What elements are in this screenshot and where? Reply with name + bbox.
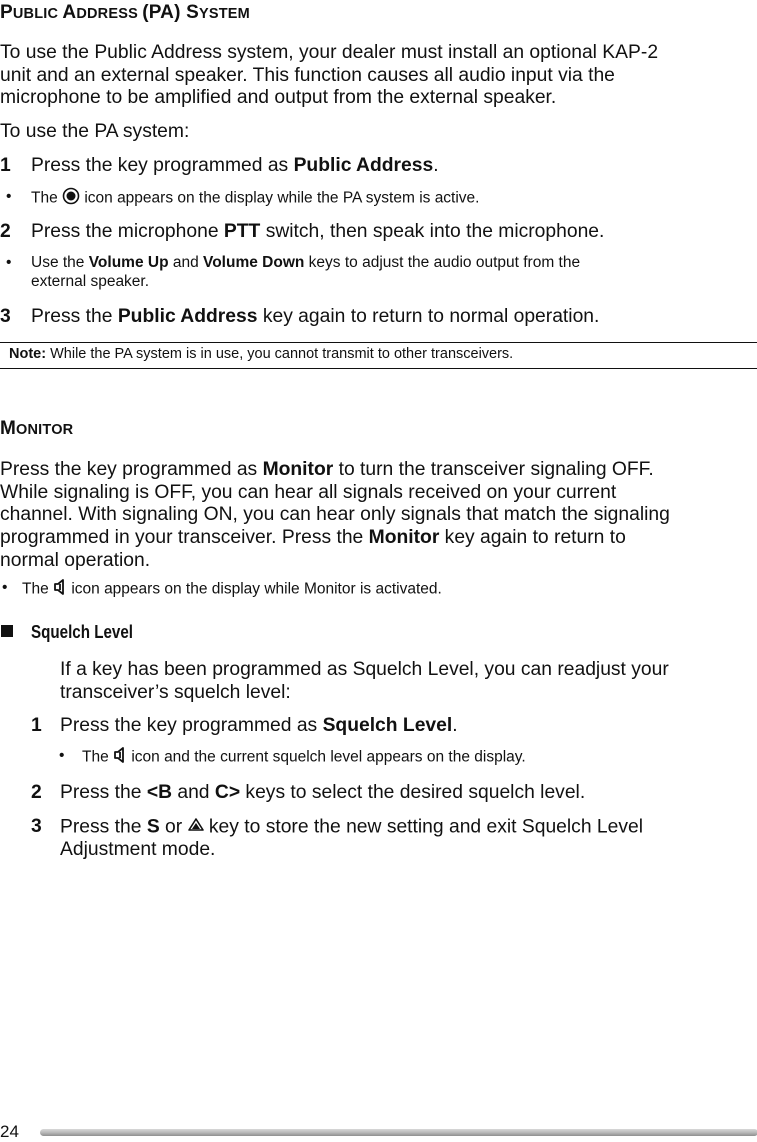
monitor-paragraph bbox=[0, 459, 670, 573]
pa-step-2-bullet: Use the Volume Up and Volume Down keys to adjust the audio output from the external speaker. bbox=[31, 254, 581, 290]
squelch-heading: Squelch Level bbox=[31, 621, 134, 642]
pa-step-1-bullet-dot: • bbox=[6, 188, 12, 205]
pa-intro-line: To use the Public Address system, your dealer must install an optional KAP-2 bbox=[0, 42, 659, 63]
pa-step-3-number: 3 bbox=[0, 306, 11, 327]
note-top-rule bbox=[0, 342, 757, 343]
speaker-icon bbox=[113, 746, 127, 769]
pa-step-2: Press the microphone PTT switch, then speak into the microphone. bbox=[31, 221, 605, 242]
pa-step-1-bullet: The icon appears on the display while the PA system is active. bbox=[31, 187, 480, 210]
pa-step-1-number: 1 bbox=[0, 155, 11, 176]
squelch-step-3-number: 3 bbox=[31, 816, 42, 837]
pa-intro-line: microphone to be amplified and output from the external speaker. bbox=[0, 87, 557, 109]
squelch-line: transceiver’s squelch level: bbox=[60, 681, 291, 703]
monitor-line: channel. With signaling ON, you can hear only signals that match the signaling bbox=[0, 504, 670, 526]
squelch-line: If a key has been programmed as Squelch Level, you can readjust your bbox=[60, 659, 669, 680]
monitor-line: Press the key programmed as Monitor to turn the transceiver signaling OFF. bbox=[0, 459, 654, 480]
pa-intro-line: unit and an external speaker. This function causes all audio input via the bbox=[0, 64, 615, 86]
squelch-step-1-bullet-dot: • bbox=[59, 747, 65, 764]
pa-step-2-number: 2 bbox=[0, 221, 11, 242]
squelch-step-1-bullet: The icon and the current squelch level appears on the display. bbox=[82, 746, 526, 769]
squelch-paragraph bbox=[60, 659, 669, 704]
pa-icon bbox=[62, 187, 80, 210]
up-arrow-icon bbox=[188, 816, 204, 839]
monitor-bullet-dot: • bbox=[2, 579, 8, 596]
pa-heading: PUBLIC ADDRESS (PA) SYSTEM bbox=[0, 2, 250, 23]
pa-to-use: To use the PA system: bbox=[0, 121, 190, 142]
square-bullet-icon bbox=[0, 624, 16, 640]
monitor-line: programmed in your transceiver. Press the Monitor key again to return to bbox=[0, 527, 626, 549]
squelch-step-2-number: 2 bbox=[31, 782, 42, 803]
squelch-step-1: Press the key programmed as Squelch Level. bbox=[60, 715, 458, 736]
page-number: 24 bbox=[0, 1122, 19, 1141]
pa-step-1: Press the key programmed as Public Address. bbox=[31, 155, 439, 176]
note-bottom-rule bbox=[0, 368, 757, 369]
squelch-step-1-number: 1 bbox=[31, 715, 42, 736]
pa-note: Note: While the PA system is in use, you cannot transmit to other transceivers. bbox=[9, 346, 514, 362]
monitor-line: While signaling is OFF, you can hear all signals received on your current bbox=[0, 481, 617, 503]
monitor-heading: MONITOR bbox=[0, 418, 74, 439]
squelch-step-3: Press the S or key to store the new setting and exit Squelch Level Adjustment mode. bbox=[60, 816, 643, 861]
monitor-bullet: The icon appears on the display while Monitor is activated. bbox=[22, 578, 442, 601]
footer-bar bbox=[40, 1129, 757, 1136]
pa-step-3: Press the Public Address key again to return to normal operation. bbox=[31, 306, 600, 327]
pa-step-2-bullet-dot: • bbox=[6, 254, 12, 271]
pa-intro bbox=[0, 42, 658, 110]
monitor-line: normal operation. bbox=[0, 549, 151, 571]
squelch-step-2: Press the <B and C> keys to select the desired squelch level. bbox=[60, 782, 586, 803]
speaker-icon bbox=[53, 578, 67, 601]
